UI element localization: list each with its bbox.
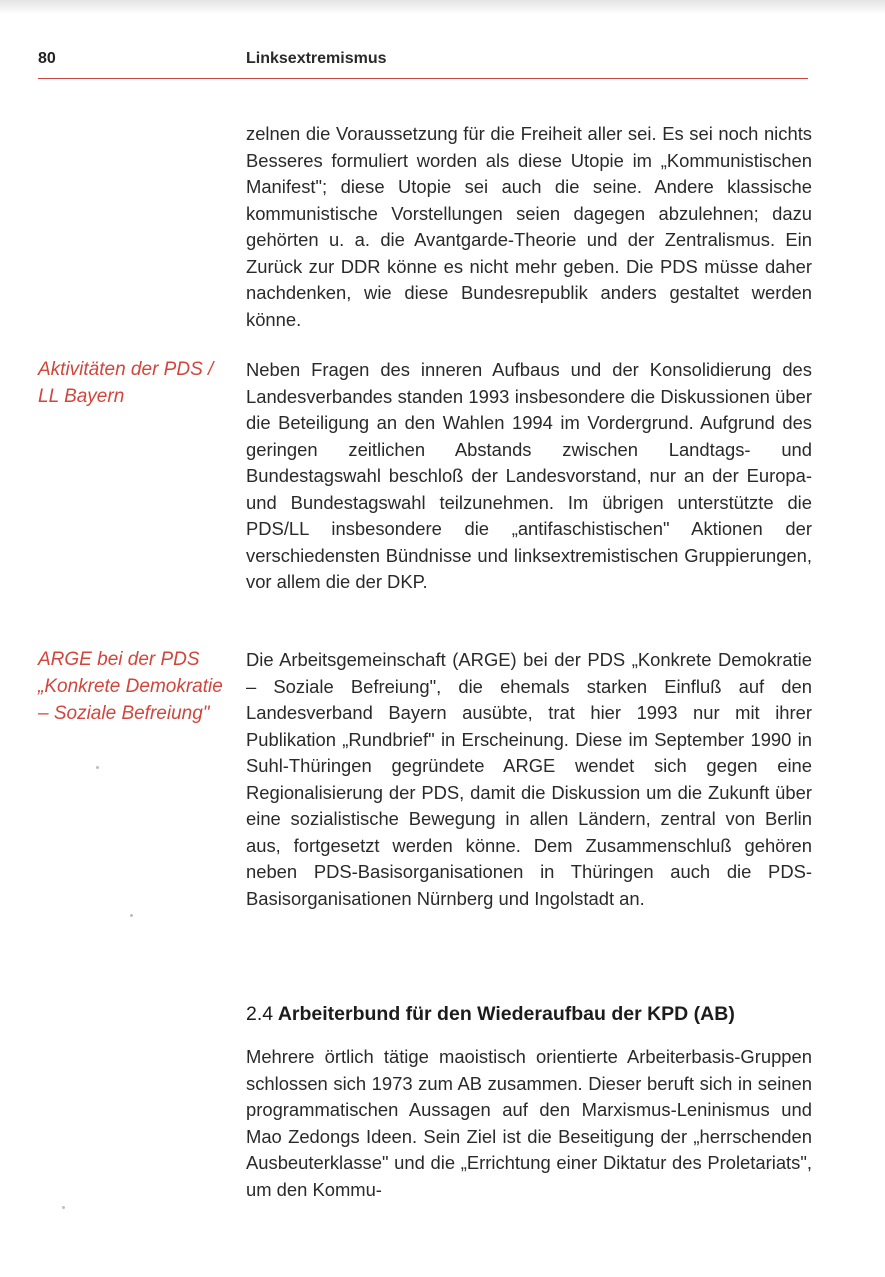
margin-note-pds-ll-bayern: Aktivitäten der PDS / LL Bayern: [38, 359, 214, 407]
section-heading: [246, 1001, 812, 1027]
body-paragraph-pds-ll-activities: Neben Fragen des inneren Aufbaus und der Konsolidierung des Landesverbandes standen 1993 insbesondere die Diskussionen über die Beteiligung an den Wahlen 1994 im Vordergrund. Aufgrund des geringen zeitlichen Abstands zwischen Landtags- und Bundestagswahl beschloß der Landesvorstand, nur an der Europa- und Bundestagswahl teilzunehmen. Im übrigen unterstützte die PDS/LL insbesondere die „antifaschistischen" Aktionen der verschiedensten Bündnisse und linksextremistischen Gruppierungen, vor allem die der DKP.: [246, 359, 812, 592]
section-title: Arbeiterbund für den Wiederaufbau der KPD (AB): [277, 1003, 735, 1025]
scan-speck: [62, 1206, 65, 1209]
running-header: [38, 48, 808, 79]
body-paragraph-arge: Die Arbeitsgemeinschaft (ARGE) bei der PDS „Konkrete Demokratie – Soziale Befreiung", die ehemals starken Einfluß auf den Landesverband Bayern ausübte, trat hier 1993 nur mit ihrer Publikation „Rundbrief" in Erscheinung. Diese im September 1990 in Suhl-Thüringen gegründete ARGE wendet sich gegen eine Regionalisierung der PDS, damit die Diskussion um die Zukunft über eine sozialistische Bewegung in allen Ländern, zentral von Berlin aus, fortgesetzt werden könne. Dem Zusammenschluß gehören neben PDS-Basisorganisationen in Thüringen auch die PDS-Basisorganisationen Nürnberg und Ingolstadt an.: [246, 649, 812, 909]
section-number: 2.4: [246, 1003, 274, 1025]
scan-edge-shadow: [0, 0, 885, 14]
page-number: 80: [38, 50, 56, 67]
body-paragraph-utopia: zelnen die Voraussetzung für die Freiheit aller sei. Es sei noch nichts Besseres formuliert worden als diese Utopie im „Kommunistischen Manifest"; diese Utopie sei auch die seine. Andere klassische kommunistische Vorstellungen seien dagegen abzulehnen; dazu gehörten u. a. die Avantgarde-Theorie und der Zentralismus. Ein Zurück zur DDR könne es nicht mehr geben. Die PDS müsse daher nachdenken, wie diese Bundesrepublik anders gestaltet werden könne.: [246, 123, 812, 330]
body-paragraph-ab: Mehrere örtlich tätige maoistisch orientierte Arbeiterbasis-Gruppen schlossen sich 1973 zum AB zusammen. Dieser beruft sich in seinen programmatischen Aussagen auf den Marxismus-Leninismus und Mao Zedongs Ideen. Sein Ziel ist die Beseitigung der „herrschenden Ausbeuterklasse" und die „Errichtung einer Diktatur des Proletariats", um den Kommu-: [246, 1046, 812, 1200]
scan-speck: [130, 914, 133, 917]
margin-note-arge: ARGE bei der PDS „Konkrete Demokratie – Soziale Befreiung": [38, 649, 223, 724]
scan-speck: [96, 766, 99, 769]
running-title: Linksextremismus: [246, 50, 387, 67]
